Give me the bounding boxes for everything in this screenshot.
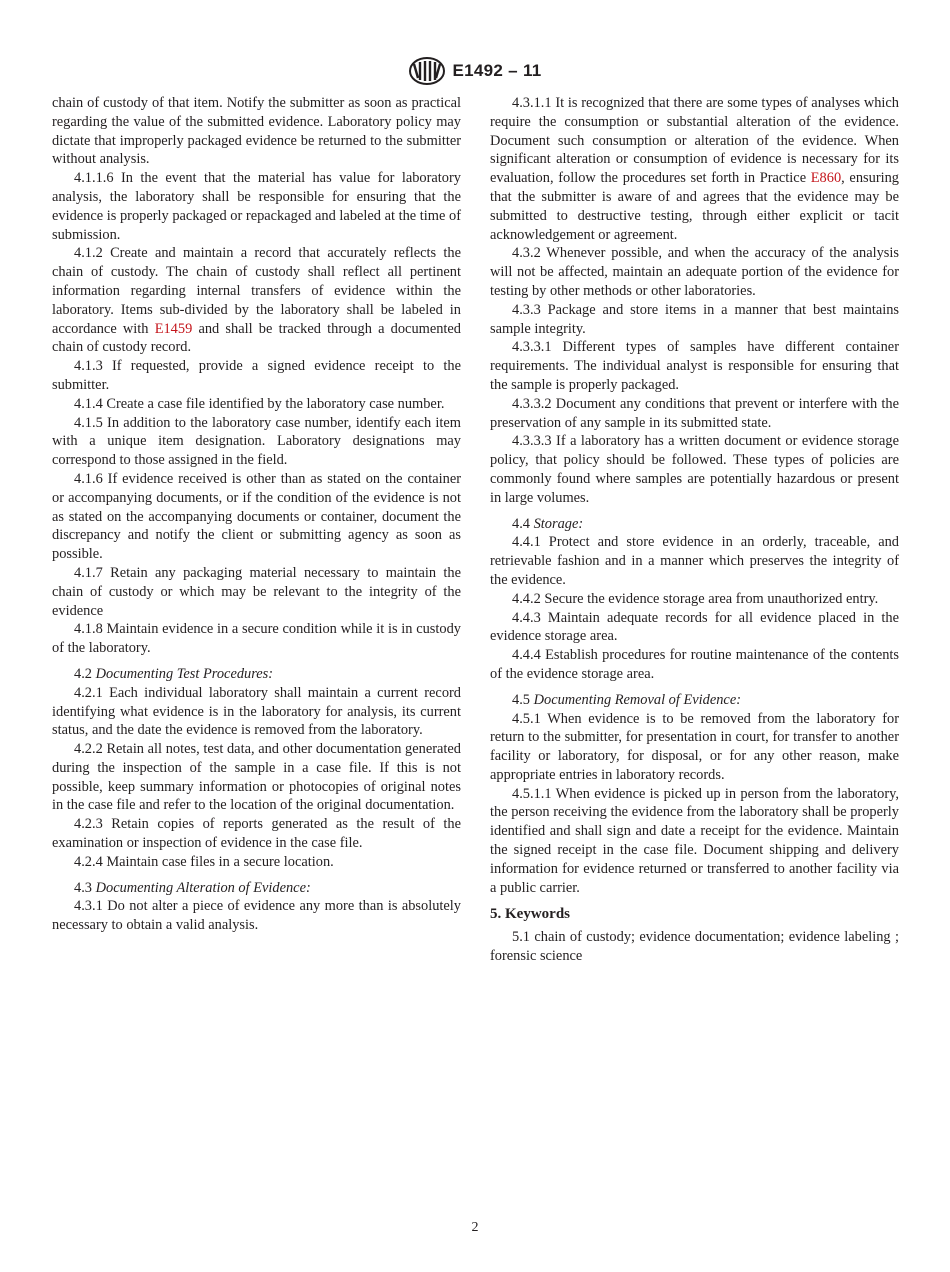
page-number: 2 [471, 1220, 479, 1235]
paragraph-text: 4.1.6 If evidence received is other than as stated on the container or accompanying documents, or if the condition of the evidence is not as stated on the accompanying documents or container, document the discrepancy and notify the client or submitting agency as soon as possible. [52, 470, 461, 563]
paragraph-text: 4.2.3 Retain copies of reports generated as the result of the examination or inspection of evidence in the case file. [52, 816, 461, 852]
paragraph-text: 4.4.1 Protect and store evidence in an orderly, traceable, and retrievable fashion and in a manner which preserves the integrity of the evidence. [490, 534, 899, 588]
paragraph-text: 4.1.5 In addition to the laboratory case number, identify each item with a unique item designation. Laboratory designations may correspond to those assigned in the field. [52, 414, 461, 469]
section-heading [490, 515, 899, 534]
paragraph [52, 684, 461, 740]
right-column [490, 94, 899, 966]
paragraph [52, 564, 461, 620]
paragraph-text: 4.1.4 Create a case file identified by the laboratory case number. [74, 395, 445, 412]
paragraph-text: 4.3.1 Do not alter a piece of evidence any more than is absolutely necessary to obtain a valid analysis. [52, 898, 461, 934]
paragraph [490, 395, 899, 433]
paragraph [490, 785, 899, 898]
paragraph [52, 897, 461, 935]
paragraph [490, 928, 899, 966]
section-title: Storage: [533, 515, 584, 532]
paragraph [490, 710, 899, 785]
standard-reference-link[interactable]: E860 [810, 170, 842, 187]
paragraph-text: chain of custody of that item. Notify the submitter as soon as practical regarding the value of the submitted evidence. Laboratory policy may dictate that improperly packaged evidence be returned to the submitter without analysis. [52, 95, 461, 168]
standard-reference-link[interactable]: E1459 [154, 320, 193, 337]
paragraph-text: 4.5.1 When evidence is to be removed from the laboratory for return to the submitter, for presentation in court, for transfer to another facility or laboratory, for disposal, or for any other reason, make appropriate entries in laboratory records. [490, 710, 899, 783]
paragraph-text: 4.1.7 Retain any packaging material necessary to maintain the chain of custody or which may be relevant to the integrity of the evidence [52, 564, 461, 619]
paragraph [490, 94, 899, 244]
paragraph-text: 4.2.4 Maintain case files in a secure location. [74, 853, 334, 870]
paragraph-text: 4.1.3 If requested, provide a signed evidence receipt to the submitter. [52, 358, 461, 393]
section-number: 4.3 [74, 879, 92, 896]
paragraph-text: 4.2.1 Each individual laboratory shall maintain a current record identifying what evidence is in the laboratory for analysis, its current status, and the date the evidence is removed from the laboratory. [52, 684, 461, 739]
page-header [0, 56, 950, 86]
paragraph [490, 609, 899, 647]
paragraph-text: 4.2.2 Retain all notes, test data, and other documentation generated during the inspection of the sample in a case file. If this is not possible, keep summary information or photocopies of original notes in the case file and refer to the location of the original documentation. [52, 741, 461, 814]
section-title: Documenting Alteration of Evidence: [95, 879, 311, 896]
paragraph [52, 395, 461, 414]
astm-logo [408, 56, 446, 86]
paragraph-text: 5.1 chain of custody; evidence documentation; evidence labeling ; forensic science [490, 929, 899, 965]
paragraph [490, 432, 899, 507]
paragraph [52, 620, 461, 658]
paragraph-text: 4.3.3 Package and store items in a manner that best maintains sample integrity. [490, 301, 899, 337]
paragraph-text: , ensuring that the submitter is aware of and agrees that the evidence may be submitted to destructive testing, through either explicit or tacit acknowledgement or agreement. [490, 170, 899, 243]
paragraph [490, 646, 899, 684]
paragraph-text: 4.3.3.2 Document any conditions that prevent or interfere with the preservation of any sample in its submitted state. [490, 395, 899, 431]
paragraph-text: 4.3.3.1 Different types of samples have different container requirements. The individual analyst is responsible for ensuring that the sample is properly packaged. [490, 339, 899, 393]
paragraph [52, 414, 461, 470]
paragraph-text: 4.1.2 Create and maintain a record that accurately reflects the chain of custody. The chain of custody shall reflect all pertinent information regarding internal transfers of evidence within the laboratory. Items sub-divided by the laboratory shall be labeled in accordance with [52, 245, 461, 337]
paragraph [490, 590, 899, 609]
keywords-heading: 5. Keywords [490, 906, 570, 923]
paragraph-text: 4.3.1.1 It is recognized that there are some types of analyses which require the consumption or substantial alteration of the evidence. Document such consumption or alteration of the evidence. When significant alteration or consumption of evidence is necessary for its evaluation, follow the procedures set forth in Practice [490, 95, 899, 187]
paragraph-text: and shall be tracked through a documented chain of custody record. [52, 320, 461, 356]
paragraph [52, 740, 461, 815]
paragraph-text: 4.1.1.6 In the event that the material has value for laboratory analysis, the laboratory shall be responsible for ensuring that the evidence is properly packaged or repackaged and labeled at the time of submission. [52, 170, 461, 243]
section-number: 4.4 [512, 515, 530, 532]
paragraph-text: 4.1.8 Maintain evidence in a secure condition while it is in custody of the laboratory. [52, 621, 461, 657]
paragraph [52, 169, 461, 244]
paragraph [52, 244, 461, 357]
paragraph [490, 244, 899, 300]
section-title: Documenting Test Procedures: [95, 665, 274, 682]
section-heading [490, 691, 899, 710]
section-heading [52, 665, 461, 684]
paragraph [490, 338, 899, 394]
paragraph [52, 357, 461, 395]
paragraph [490, 301, 899, 339]
left-column [52, 94, 461, 935]
section-number: 4.2 [74, 665, 92, 682]
paragraph [52, 853, 461, 872]
section-number: 4.5 [512, 691, 530, 708]
section-title: Documenting Removal of Evidence: [533, 691, 741, 708]
standard-designation: E1492 – 11 [452, 61, 542, 80]
paragraph [52, 815, 461, 853]
paragraph-text: 4.3.3.3 If a laboratory has a written document or evidence storage policy, that policy should be followed. These types of policies are commonly found where samples are potentially hazardous or present in large volumes. [490, 433, 899, 506]
paragraph-text: 4.3.2 Whenever possible, and when the accuracy of the analysis will not be affected, maintain an adequate portion of the evidence for testing by other methods or other laboratories. [490, 245, 899, 299]
paragraph-text: 4.5.1.1 When evidence is picked up in person from the laboratory, the person receiving the evidence from the laboratory shall be properly identified and shall sign and date a receipt for the evidence. Maintain the signed receipt in the case file. Document shipping and delivery information for evidence returned or transferred to another facility via a public carrier. [490, 785, 899, 896]
paragraph-text: 4.4.2 Secure the evidence storage area from unauthorized entry. [512, 590, 879, 607]
paragraph [490, 533, 899, 589]
paragraph-text: 4.4.3 Maintain adequate records for all evidence placed in the evidence storage area. [490, 609, 899, 645]
paragraph [52, 470, 461, 564]
paragraph [52, 94, 461, 169]
section-heading [52, 879, 461, 898]
paragraph-text: 4.4.4 Establish procedures for routine maintenance of the contents of the evidence storage area. [490, 647, 899, 682]
